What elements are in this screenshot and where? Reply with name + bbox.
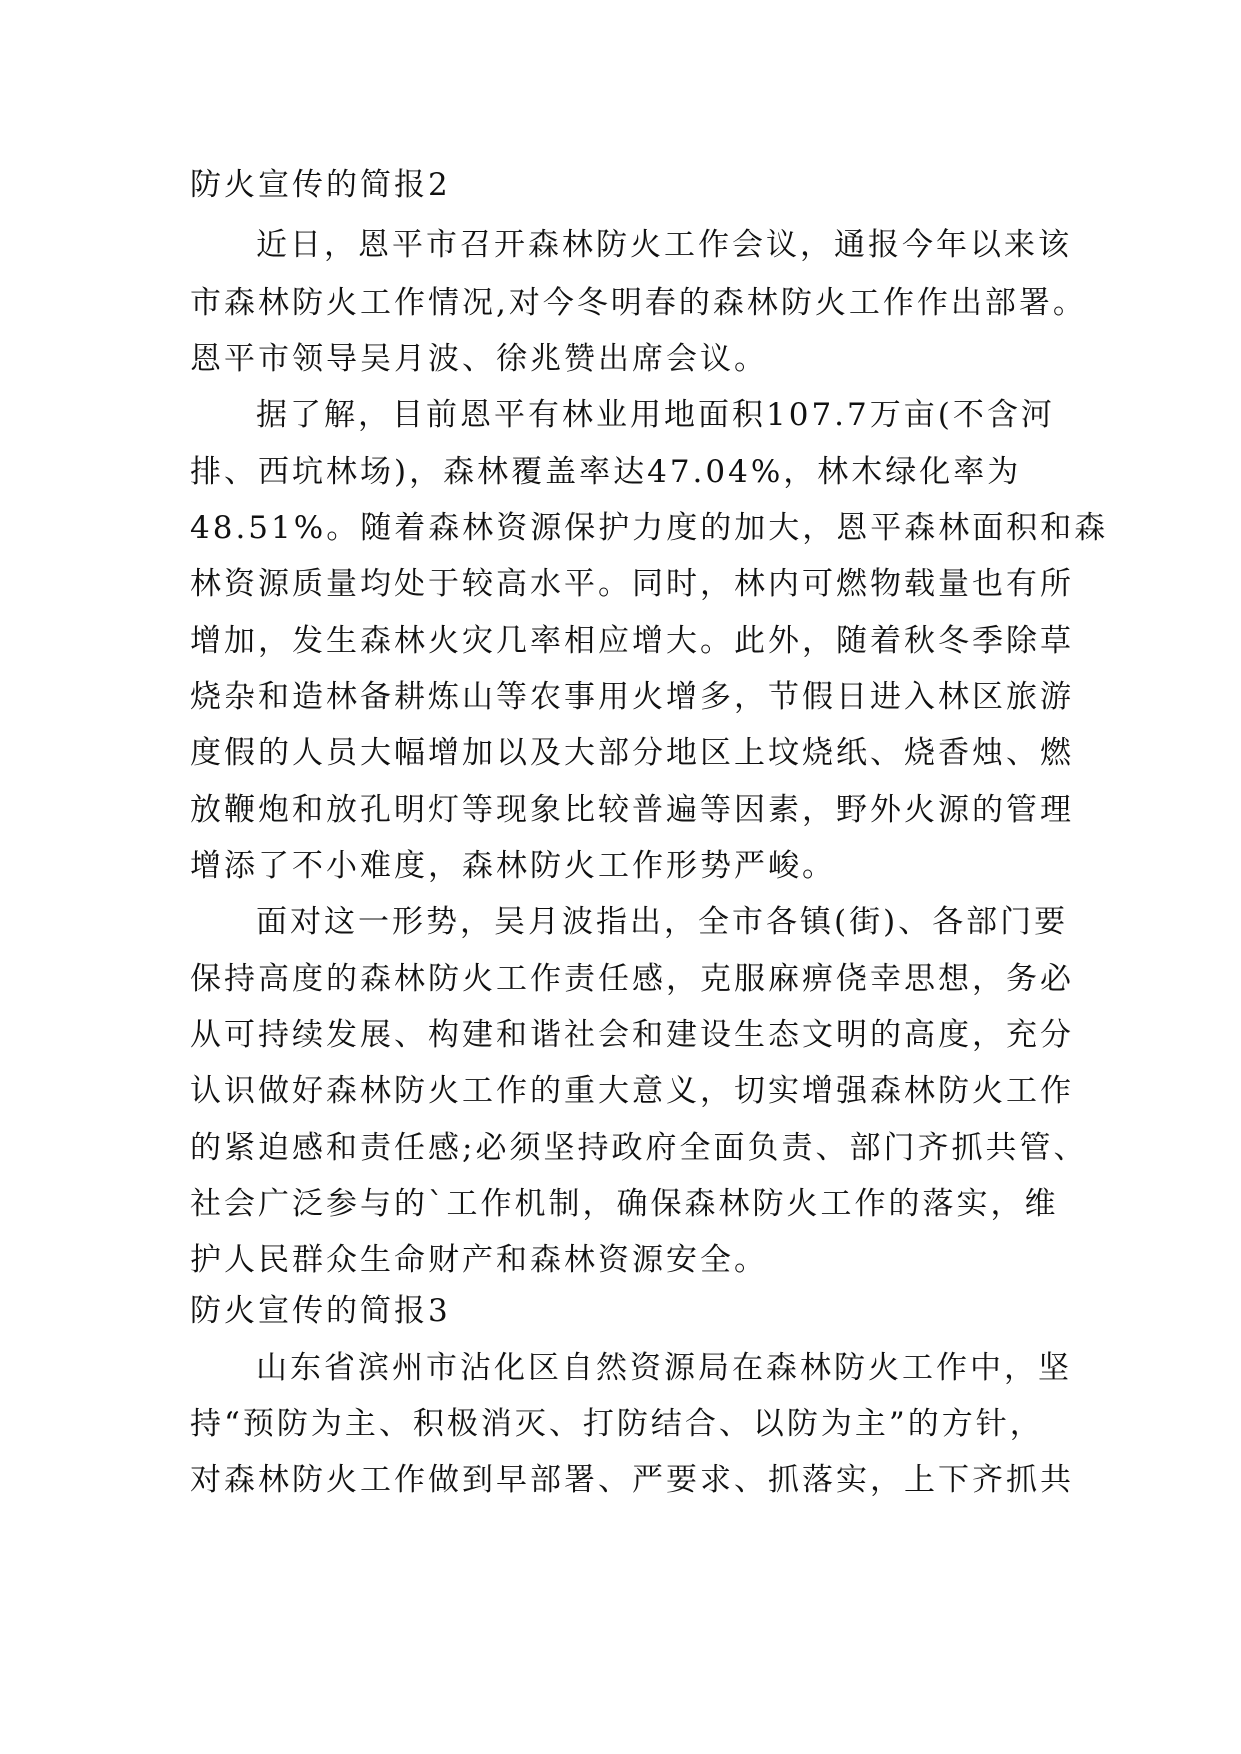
paragraph-line: 面对这一形势，吴月波指出，全市各镇(街)、各部门要 [256,904,1069,940]
paragraph-line: 认识做好森林防火工作的重大意义，切实增强森林防火工作 [190,1073,1074,1109]
paragraph-line: 从可持续发展、构建和谐社会和建设生态文明的高度，充分 [190,1017,1074,1053]
paragraph-line: 市森林防火工作情况,对今冬明春的森林防火工作作出部署。 [190,285,1087,321]
paragraph-line: 的紧迫感和责任感;必须坚持政府全面负责、部门齐抓共管、 [190,1130,1088,1166]
paragraph-line: 持“预防为主、积极消灭、打防结合、以防为主”的方针， [190,1406,1044,1442]
paragraph-line: 保持高度的森林防火工作责任感，克服麻痹侥幸思想，务必 [190,961,1074,997]
paragraph-line: 恩平市领导吴月波、徐兆赞出席会议。 [190,341,768,377]
paragraph-line: 放鞭炮和放孔明灯等现象比较普遍等因素，野外火源的管理 [190,792,1074,828]
section-heading-3: 防火宣传的简报3 [190,1293,451,1329]
paragraph-line: 烧杂和造林备耕炼山等农事用火增多，节假日进入林区旅游 [190,679,1074,715]
paragraph-line: 排、西坑林场)，森林覆盖率达47.04%，林木绿化率为 [190,454,1022,490]
paragraph-line: 增加，发生森林火灾几率相应增大。此外，随着秋冬季除草 [190,623,1074,659]
paragraph-line: 48.51%。随着森林资源保护力度的加大，恩平森林面积和森 [190,510,1109,546]
paragraph-line: 据了解，目前恩平有林业用地面积107.7万亩(不含河 [256,397,1055,433]
section-heading-2: 防火宣传的简报2 [190,167,451,203]
paragraph-line: 山东省滨州市沾化区自然资源局在森林防火工作中，坚 [256,1350,1072,1386]
paragraph-line: 护人民群众生命财产和森林资源安全。 [190,1242,768,1278]
paragraph-line: 社会广泛参与的`工作机制，确保森林防火工作的落实，维 [190,1186,1059,1222]
paragraph-line: 近日，恩平市召开森林防火工作会议，通报今年以来该 [256,227,1072,263]
paragraph-line: 林资源质量均处于较高水平。同时，林内可燃物载量也有所 [190,566,1074,602]
paragraph-line: 增添了不小难度，森林防火工作形势严峻。 [190,848,836,884]
paragraph-line: 度假的人员大幅增加以及大部分地区上坟烧纸、烧香烛、燃 [190,735,1074,771]
paragraph-line: 对森林防火工作做到早部署、严要求、抓落实，上下齐抓共 [190,1462,1074,1498]
